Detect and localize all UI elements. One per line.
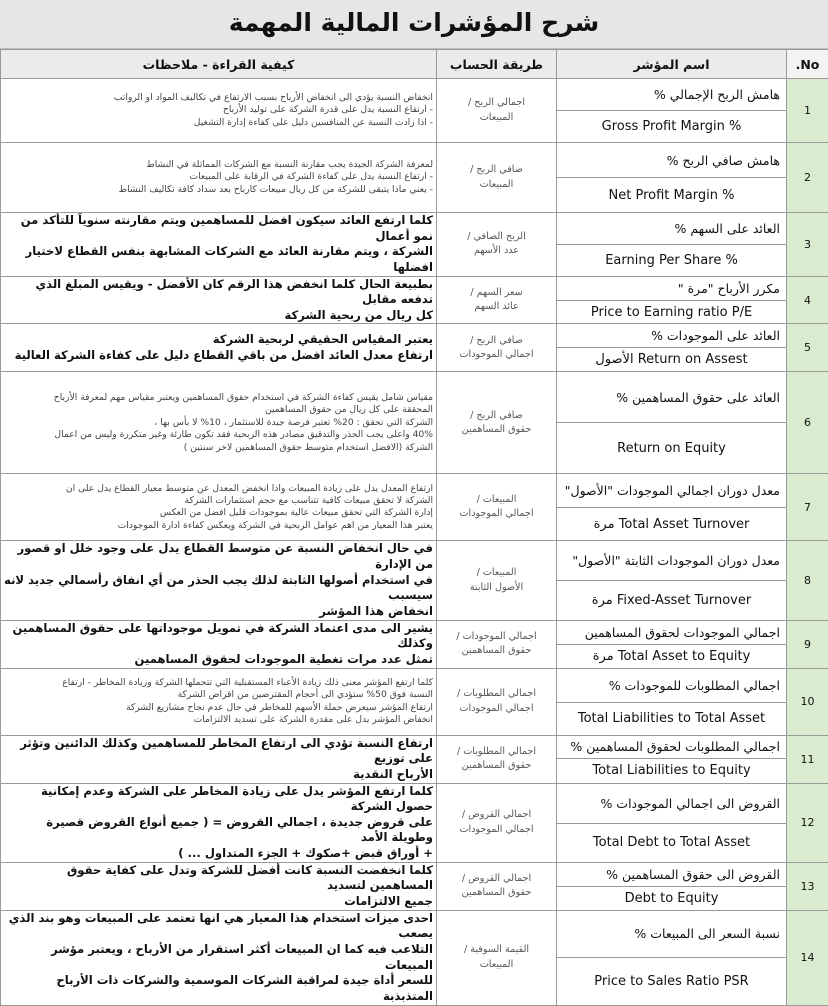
table-row [1,620,828,644]
table-row [1,541,828,581]
calc-numerator: صافي الربح / [440,163,553,177]
indicator-name-arabic: مكرر الأرباح "مرة " [557,276,787,300]
calc-denominator: حقوق المساهمين [440,423,553,437]
note-line: كلما انخفضت النسبة كانت أفضل للشركة وتدل على كفاية حقوق المساهمين لتسديد [4,863,433,894]
note-line: مقياس شامل يقيس كفاءة الشركة في استخدام حقوق المساهمين ويعتبر مقياس مهم لمعرفة الأرباح [4,392,433,404]
row-number: 4 [787,276,828,324]
notes-cell [1,372,437,474]
note-line: إدارة الشركة التي تحقق مبيعات عالية بموجودات قليل افضل من العكس [4,507,433,519]
row-number: 5 [787,324,828,372]
calc-cell [437,474,557,541]
note-line: كل ريال من ربحية الشركة [4,308,433,324]
note-line: للسعر أداة جيدة لمراقبة الشركات الموسمية والشركات ذات الأرباح المتذبذبة [4,973,433,1004]
row-number: 1 [787,79,828,143]
calc-denominator: عائد السهم [440,300,553,314]
indicator-name-arabic: القروض الى اجمالي الموجودات % [557,783,787,823]
note-line: النسبة فوق 50% ستؤدي الى أحجام المقترضين من اقراض الشركة [4,689,433,701]
calc-cell [437,79,557,143]
indicators-table [0,49,828,1006]
header-calc: طريقة الحساب [437,50,557,79]
note-line: على قروض جديدة ، اجمالي القروض = ( جميع أنواع القروض قصيرة وطويلة الأمد [4,815,433,846]
header-notes: كيفية القراءة - ملاحظات [1,50,437,79]
calc-denominator: حقوق المساهمين [440,644,553,658]
indicator-name-english: Total Liabilities to Total Asset [557,702,787,735]
indicator-name-english: Total Debt to Total Asset [557,823,787,862]
note-line: لمعرفة الشركة الجيدة يجب مقارنة النسبة مع الشركات المماثلة في النشاط [4,159,433,171]
indicator-name-english: Fixed-Asset Turnover مرة [557,581,787,621]
row-number: 14 [787,910,828,1005]
calc-cell [437,620,557,668]
note-line: ارتفاع المعدل يدل على زيادة المبيعات واذا انخفض المعدل عن متوسط معيار القطاع يدل على ان [4,483,433,495]
note-line: انخفاض النسبة يؤدي الى انخفاض الأرباح بسبب الارتفاع في تكاليف المواد او الرواتب [4,92,433,104]
note-line: يعتبر المقياس الحقيقي لربحية الشركة [4,332,433,348]
calc-numerator: اجمالي القروض / [440,872,553,886]
note-line: الشركة ، ويتم مقارنة العائد مع الشركات المشابهة بنفس القطاع لاختيار افضلها [4,244,433,275]
note-line: في حال انخفاض النسبة عن متوسط القطاع يدل على وجود خلل او قصور من الإدارة [4,541,433,572]
indicator-name-english: Earning Per Share % [557,244,787,276]
note-line: الشركة (الافضل استخدام متوسط حقوق المساهمين لاخر سنتين ) [4,442,433,454]
indicator-name-english: Return on Assest الأصول [557,348,787,372]
calc-numerator: صافي الربح / [440,334,553,348]
row-number: 9 [787,620,828,668]
calc-denominator: اجمالي الموجودات [440,507,553,521]
indicator-name-english: Return on Equity [557,423,787,474]
note-line: انخفاض هذا المؤشر [4,604,433,620]
indicator-name-english: Price to Earning ratio P/E [557,300,787,324]
calc-denominator: المبيعات [440,178,553,192]
note-line: بطبيعة الحال كلما انخفض هذا الرقم كان الأفضل - ويقيس المبلغ الذي تدفعه مقابل [4,277,433,308]
note-line: الشركة التي تحقق : 20% تعتبر فرصة جيدة للاستثمار ، 10% لا بأس بها ، [4,417,433,429]
note-line: المحققة على كل ريال من حقوق المساهمين [4,404,433,416]
calc-numerator: اجمالي المطلوبات / [440,687,553,701]
indicator-name-english: Total Liabilities to Equity [557,759,787,784]
calc-cell [437,324,557,372]
note-line: - يعني ماذا يتبقى للشركة من كل ريال مبيعات كارباح بعد سداد كافة تكاليف النشاط [4,184,433,196]
note-line: كلما ارتفع المؤشر معنى ذلك زيادة الأعباء المستقبلية التي تتحملها الشركة وزيادة المخاطر - ارتفاع [4,677,433,689]
note-line: تمثل عدد مرات تغطية الموجودات لحقوق المساهمين [4,652,433,668]
row-number: 7 [787,474,828,541]
header-no: No. [787,50,828,79]
calc-numerator: المبيعات / [440,566,553,580]
notes-cell [1,324,437,372]
calc-denominator: حقوق المساهمين [440,886,553,900]
calc-cell [437,213,557,277]
calc-cell [437,668,557,735]
notes-cell [1,143,437,213]
indicator-name-arabic: العائد على السهم % [557,213,787,245]
note-line: - ارتفاع النسبة يدل على قدرة الشركة على توليد الأرباح [4,104,433,116]
calc-cell [437,910,557,1005]
note-line: يعتبر هذا المعيار من اهم عوامل الربحية في الشركة ويعكس كفاءة ادارة الموجودات [4,520,433,532]
calc-numerator: المبيعات / [440,493,553,507]
notes-cell [1,668,437,735]
calc-denominator: المبيعات [440,958,553,972]
calc-denominator: الأصول الثابتة [440,581,553,595]
note-line: في استخدام أصولها الثابتة لذلك يجب الحذر من أي انفاق رأسمالي جديد لانه سيسبب [4,573,433,604]
calc-denominator: اجمالي الموجودات [440,348,553,362]
calc-denominator: اجمالي الموجودات [440,702,553,716]
calc-numerator: اجمالي المطلوبات / [440,745,553,759]
table-row [1,276,828,300]
calc-denominator: المبيعات [440,111,553,125]
note-line: احدى ميزات استخدام هذا المعيار هي انها تعتمد على المبيعات وهو بند الذي يصعب [4,911,433,942]
note-line: + أوراق قبض +صكوك + الجزء المتداول ... ) [4,846,433,862]
table-row [1,372,828,423]
indicator-name-arabic: القروض الى حقوق المساهمين % [557,862,787,886]
indicator-name-english: Debt to Equity [557,886,787,910]
table-row [1,213,828,245]
notes-cell [1,862,437,910]
calc-numerator: صافي الربح / [440,409,553,423]
note-line: ارتفاع معدل العائد افضل من باقي القطاع دليل على كفاءة الشركة العالية [4,348,433,364]
table-row [1,783,828,823]
indicator-name-arabic: هامش الربح الإجمالي % [557,79,787,111]
indicator-name-arabic: العائد على الموجودات % [557,324,787,348]
calc-numerator: اجمالي الربح / [440,96,553,110]
indicator-name-english: Total Asset Turnover مرة [557,508,787,541]
page-title: شرح المؤشرات المالية المهمة [0,0,828,49]
table-row [1,910,828,957]
table-row [1,474,828,508]
table-body [1,79,828,1006]
calc-cell [437,735,557,783]
calc-denominator: اجمالي الموجودات [440,823,553,837]
indicator-name-arabic: معدل دوران اجمالي الموجودات "الأصول" [557,474,787,508]
notes-cell [1,213,437,277]
note-line: - اذا زادت النسبة عن المنافسين دليل على كفاءة إدارة التشغيل [4,117,433,129]
row-number: 6 [787,372,828,474]
indicator-name-arabic: هامش صافي الربح % [557,143,787,178]
note-line: الأرباح النقدية [4,767,433,783]
calc-cell [437,143,557,213]
note-line: - ارتفاع النسبة يدل على كفاءة الشركة في الرقابة على المبيعات [4,171,433,183]
note-line: جميع الالتزامات [4,894,433,910]
row-number: 13 [787,862,828,910]
row-number: 12 [787,783,828,862]
note-line: ارتفاع النسبة تؤدي الى ارتفاع المخاطر للمساهمين وكذلك الدائنين وتؤثر على توزيع [4,736,433,767]
notes-cell [1,541,437,620]
calc-cell [437,372,557,474]
calc-numerator: القيمة السوقية / [440,943,553,957]
calc-numerator: اجمالي الموجودات / [440,630,553,644]
notes-cell [1,79,437,143]
calc-numerator: سعر السهم / [440,286,553,300]
calc-cell [437,276,557,324]
indicator-name-arabic: معدل دوران الموجودات الثابتة "الأصول" [557,541,787,581]
indicator-name-arabic: العائد على حقوق المساهمين % [557,372,787,423]
table-row [1,79,828,111]
indicator-name-arabic: نسبة السعر الى المبيعات % [557,910,787,957]
indicator-name-english: Price to Sales Ratio PSR [557,958,787,1005]
notes-cell [1,783,437,862]
note-line: 40% واعلى يجب الحذر والتدقيق مصادر هذه الربحية فقد تكون طارئة وغير متكررة وليس من اعمال [4,429,433,441]
note-line: انخفاض المؤشر يدل على مقدرة الشركة على تسديد الالتزامات [4,714,433,726]
indicator-name-arabic: اجمالي الموجودات لحقوق المساهمين [557,620,787,644]
indicator-name-english: Net Profit Margin % [557,178,787,213]
row-number: 3 [787,213,828,277]
row-number: 8 [787,541,828,620]
calc-denominator: عدد الأسهم [440,244,553,258]
note-line: كلما ارتفع العائد سيكون افضل للمساهمين ويتم مقارنته سنوياً للتأكد من نمو أعمال [4,213,433,244]
indicator-name-arabic: اجمالي المطلوبات لحقوق المساهمين % [557,735,787,758]
calc-numerator: الربح الصافي / [440,230,553,244]
indicator-name-arabic: اجمالي المطلوبات للموجودات % [557,668,787,702]
header-row [1,50,828,79]
note-line: ارتفاع المؤشر سيعرض حملة الأسهم للمخاطر في حال عدم نجاح مشاريع الشركة [4,702,433,714]
notes-cell [1,474,437,541]
calc-denominator: حقوق المساهمين [440,759,553,773]
indicator-name-english: Total Asset to Equity مرة [557,644,787,668]
notes-cell [1,910,437,1005]
row-number: 11 [787,735,828,783]
row-number: 10 [787,668,828,735]
table-row [1,143,828,178]
table-row [1,324,828,348]
row-number: 2 [787,143,828,213]
calc-numerator: اجمالي القروض / [440,808,553,822]
notes-cell [1,620,437,668]
calc-cell [437,541,557,620]
notes-cell [1,276,437,324]
calc-cell [437,862,557,910]
calc-cell [437,783,557,862]
note-line: كلما ارتفع المؤشر يدل على زيادة المخاطر على الشركة وعدم إمكانية حصول الشركة [4,784,433,815]
note-line: الشركة لا تحقق مبيعات كافية تتناسب مع حجم استثمارات الشركة [4,495,433,507]
notes-cell [1,735,437,783]
table-row [1,735,828,758]
note-line: يشير الى مدى اعتماد الشركة في تمويل موجوداتها على حقوق المساهمين وكذلك [4,621,433,652]
header-indicator: اسم المؤشر [557,50,787,79]
table-row [1,862,828,886]
indicator-name-english: Gross Profit Margin % [557,111,787,143]
table-row [1,668,828,702]
note-line: التلاعب فيه كما ان المبيعات أكثر استقرار من الأرباح ، ويعتبر مؤشر المبيعات [4,942,433,973]
